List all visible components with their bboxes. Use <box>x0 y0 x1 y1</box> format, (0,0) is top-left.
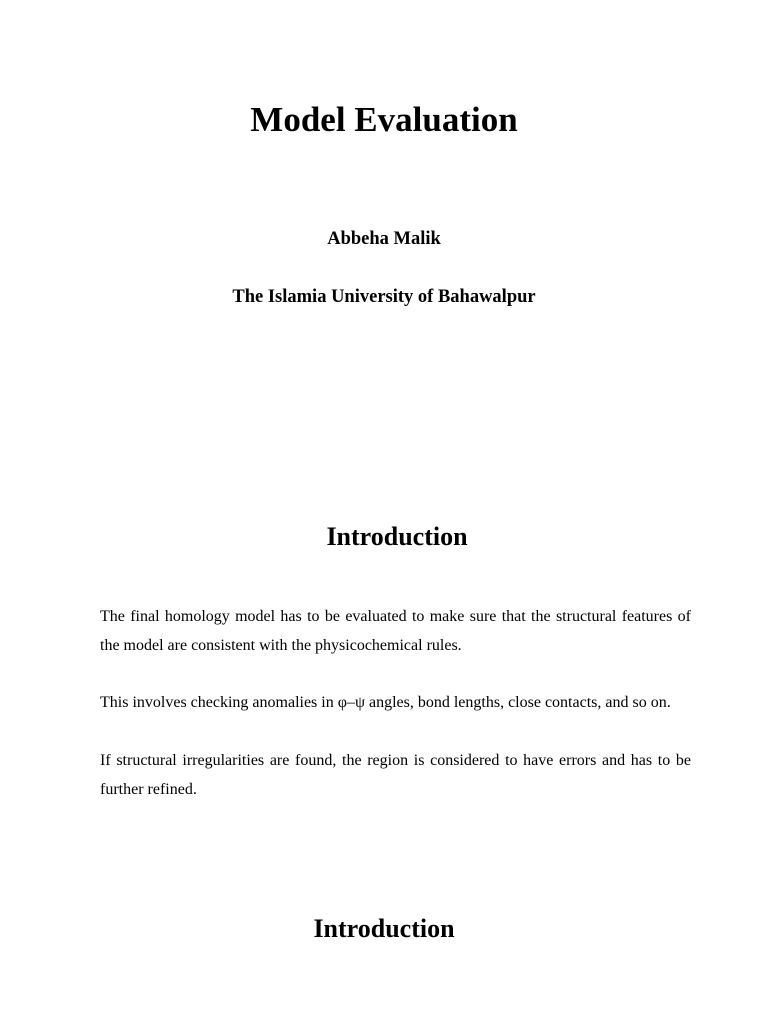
author-name: Abbeha Malik <box>327 229 441 249</box>
paragraph: The final homology model has to be evaluated to make sure that the structural features of the model are consistent with the physicochemical rules. <box>100 608 691 654</box>
document-title: Model Evaluation <box>250 100 518 139</box>
paragraph: If structural irregularities are found, the region is considered to have errors and has to be further refined. <box>100 752 691 798</box>
section-heading-introduction: Introduction <box>326 522 468 551</box>
section-heading-introduction-second: Introduction <box>313 914 455 943</box>
paragraph: This involves checking anomalies in φ–ψ angles, bond lengths, close contacts, and so on. <box>100 694 671 711</box>
author-affiliation: The Islamia University of Bahawalpur <box>232 287 536 307</box>
